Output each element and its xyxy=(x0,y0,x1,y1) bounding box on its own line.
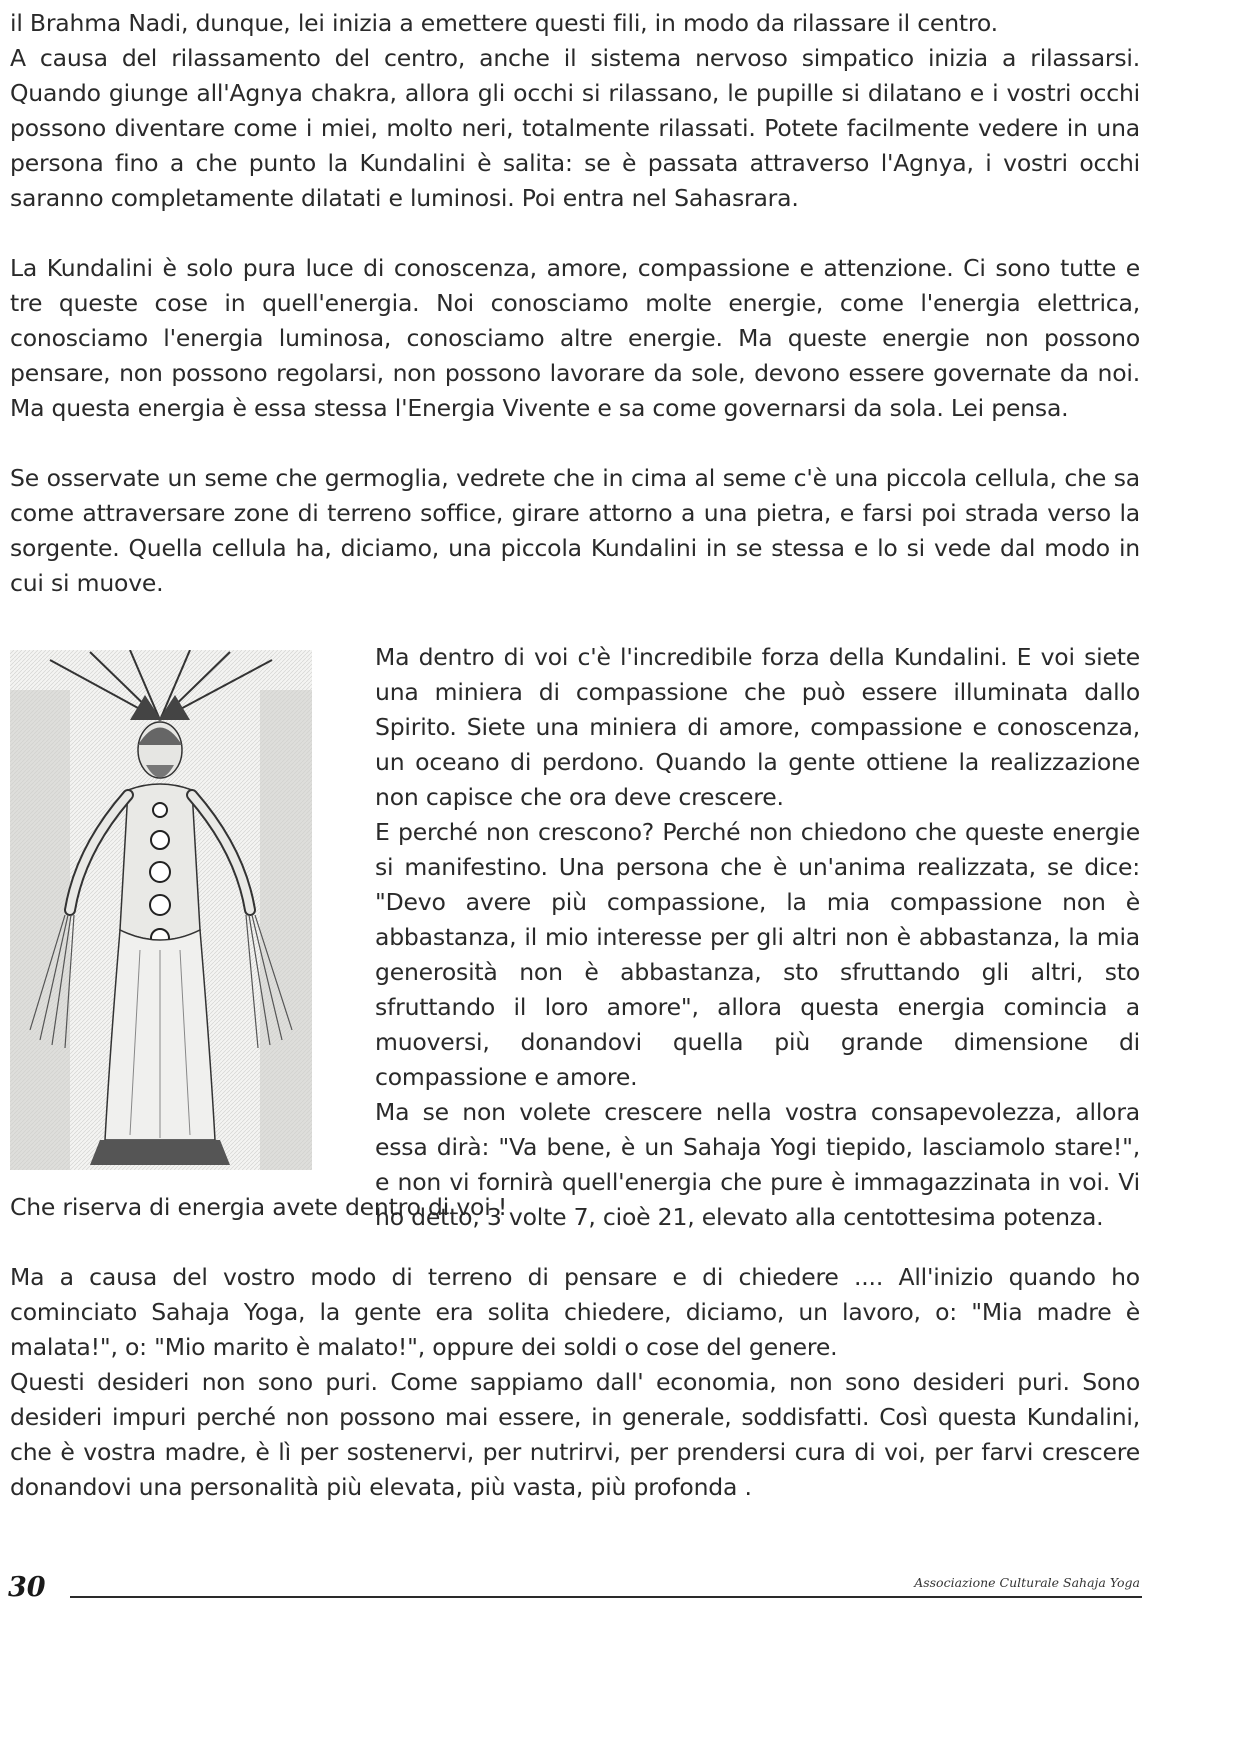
paragraph-3: La Kundalini è solo pura luce di conoscenza, amore, compassione e attenzione. Ci sono tutte e tre queste cose in quell'energia. Noi conosciamo molte energie, come l'energia elettrica, conosciamo l'energia luminosa, conosciamo altre energie. Ma queste energie non possono pensare, non possono regolarsi, non possono lavorare da sole, devono essere governate da noi. Ma questa energia è essa stessa l'Energia Vivente e sa come governarsi da sola. Lei pensa. xyxy=(10,254,1140,422)
bottom-paragraph-1: Ma a causa del vostro modo di terreno di pensare e di chiedere .... All'inizio quando ho cominciato Sahaja Yoga, la gente era solita chiedere, diciamo, un lavoro, o: "Mia madre è malata!", o: "Mio marito è malato!", oppure dei soldi o cose del genere. xyxy=(10,1263,1140,1361)
bottom-paragraph-2: Questi desideri non sono puri. Come sappiamo dall' economia, non sono desideri puri. Sono desideri impuri perché non possono mai essere, in generale, soddisfatti. Così questa Kundalini, che è vostra madre, è lì per sostenervi, per nutrirvi, per prendersi cura di voi, per farvi crescere donandovi una personalità più elevata, più vasta, più profonda . xyxy=(10,1368,1140,1501)
paragraph-4: Se osservate un seme che germoglia, vedrete che in cima al seme c'è una piccola cellula, che sa come attraversare zone di terreno soffice, girare attorno a una pietra, e farsi poi strada verso la sorgente. Quella cellula ha, diciamo, una piccola Kundalini in se stessa e lo si vede dal modo in cui si muove. xyxy=(10,464,1140,597)
figure-drawing xyxy=(10,650,312,1170)
spacer xyxy=(10,216,1140,251)
spacer xyxy=(10,426,1140,461)
after-figure-line: Che riserva di energia avete dentro di voi ! xyxy=(10,1193,508,1221)
paragraph-1: il Brahma Nadi, dunque, lei inizia a emettere questi fili, in modo da rilassare il centro. xyxy=(10,9,998,37)
kundalini-illustration xyxy=(10,650,312,1170)
side-paragraph-3: Ma se non volete crescere nella vostra consapevolezza, allora essa dirà: "Va bene, è un Sahaja Yogi tiepido, lasciamolo stare!", e non vi fornirà quell'energia che pure è immagazzinata in voi. Vi ho detto, 3 volte 7, cioè 21, elevato alla centottesima potenza. xyxy=(375,1098,1140,1231)
side-paragraph-2: E perché non crescono? Perché non chiedono che queste energie si manifestino. Una persona che è un'anima realizzata, se dice: "Devo avere più compassione, la mia compassione non è abbastanza, il mio interesse per gli altri non è abbastanza, la mia generosità non è abbastanza, sto sfruttando gli altri, sto sfruttando il loro amore", allora questa energia comincia a muoversi, donandovi quella più grande dimensione di compassione e amore. xyxy=(375,818,1140,1091)
side-paragraph-1: Ma dentro di voi c'è l'incredibile forza della Kundalini. E voi siete una miniera di compassione che può essere illuminata dallo Spirito. Siete una miniera di amore, compassione e conoscenza, un oceano di perdono. Quando la gente ottiene la realizzazione non capisce che ora deve crescere. xyxy=(375,643,1140,811)
spacer xyxy=(10,1225,1140,1260)
footer-rule xyxy=(70,1596,1142,1598)
top-text-block xyxy=(10,6,1140,601)
side-text-block xyxy=(375,640,1140,1235)
bottom-text-block xyxy=(10,1190,1140,1505)
page-number: 30 xyxy=(8,1572,46,1603)
footer-organization: Associazione Culturale Sahaja Yoga xyxy=(914,1575,1140,1590)
paragraph-2: A causa del rilassamento del centro, anche il sistema nervoso simpatico inizia a rilassarsi. Quando giunge all'Agnya chakra, allora gli occhi si rilassano, le pupille si dilatano e i vostri occhi possono diventare come i miei, molto neri, totalmente rilassati. Potete facilmente vedere in una persona fino a che punto la Kundalini è salita: se è passata attraverso l'Agnya, i vostri occhi saranno completamente dilatati e luminosi. Poi entra nel Sahasrara. xyxy=(10,44,1140,212)
